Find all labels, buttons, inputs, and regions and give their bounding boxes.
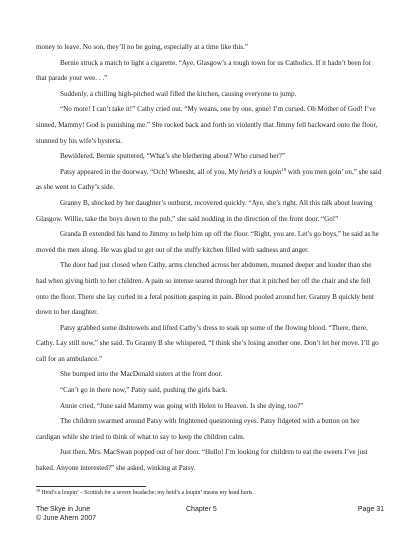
paragraph: The door had just closed when Cathy, arms clenched across her abdomen, moaned deeper and louder than she had when giving birth to her children. A pain so intense seared through her that it pitched her off the chair and she fell onto the floor. There she lay curled in a fetal position gasping in pain. Blood pooled around her. Granny B quickly bent down to her daughter.: [36, 261, 374, 317]
paragraph: Suddenly, a chilling high-pitched wail filled the kitchen, causing everyone to jump.: [60, 89, 297, 98]
footnote-number: 19: [36, 488, 40, 493]
footnote-reference[interactable]: 19: [281, 166, 287, 172]
paragraph: “No more! I can’t take it!” Cathy cried out. “My weans, one by one, gone! I’m cursed. Oh Mother of God! I’ve sinned, Mammy! God is punishing me.” She rocked back and forth so violently that Jimmy fell backward onto the floor, stunned by his wife’s hysteria.: [36, 105, 378, 145]
paragraph-text: Patsy appeared in the doorway. “Och! Wheesht, all of you. My: [60, 167, 240, 176]
paragraph: Annie cried, “June said Mammy was going with Helen to Heaven. Is she dying, too?”: [60, 401, 304, 410]
paragraph: Just then, Mrs. MacSwan popped out of her door. “Hullo! I’m looking for children to eat the sweets I’ve just baked. Anyone interested?” she asked, winking at Patsy.: [36, 448, 368, 473]
paragraph-text: with you men goin’ on,” she said as she went to Cathy’s side.: [36, 167, 382, 192]
footnote-divider: [36, 486, 146, 487]
italic-phrase: heid’s a loupin: [239, 167, 282, 176]
paragraph: Granny B, shocked by her daughter’s outburst, recovered quickly. “Aye, she’s right. All this talk about leaving Glasgow. Willie, take the boys down to the pub,” she said nodding in the direction of the front door. “Go!”: [36, 198, 373, 223]
paragraph: money to leave. No son, they’ll no be going, especially at a time like this.”: [36, 43, 248, 51]
footnote-text: Heid’s a loupin’ – Scottish for a severe headache; my heid’s a loupin’ means my head hurts.: [40, 490, 254, 496]
paragraph: Granda B extended his hand to Jimmy to help him up off the floor. “Right, you are. Let’s go boys,” he said as he moved the men along. He was glad to get out of the stuffy kitchen filled with sadness and anger.: [36, 230, 379, 254]
copyright-notice: © June Ahern 2007: [36, 515, 97, 522]
paragraph-with-footnote: [36, 165, 382, 196]
footnote: [36, 489, 382, 497]
page-footer: [36, 505, 384, 523]
paragraph: Bewildered, Bernie sputtered, “What’s she blethering about? Who cursed her?”: [60, 152, 286, 161]
paragraph: The children swarmed around Patsy with frightened questioning eyes. Patsy fidgeted with a button on her cardigan while she tried to think of what to say to keep the children calm.: [36, 417, 360, 441]
page-number: Page 31: [357, 506, 384, 513]
book-title: The Skye in June: [36, 506, 91, 513]
body-text: [36, 40, 382, 477]
chapter-label: Chapter 5: [186, 506, 217, 513]
paragraph: Bernie struck a match to light a cigarette. “Aye, Glasgow’s a tough town for us Catholics. If it hadn’t been for that parade your wee. . .”: [36, 58, 372, 83]
paragraph: “Can’t go in there now,” Patsy said, pushing the girls back.: [60, 386, 228, 395]
paragraph: She bumped into the MacDonald sisters at the front door.: [60, 370, 223, 379]
paragraph: Patsy grabbed some dishtowels and lifted Cathy’s dress to soak up some of the flowing blood. “There, there, Cathy. Lay still now,” she said. To Granny B she whispered, “I think she’s losing another one. Don’t let her move. I’ll go call for an ambulance.”: [36, 323, 379, 363]
